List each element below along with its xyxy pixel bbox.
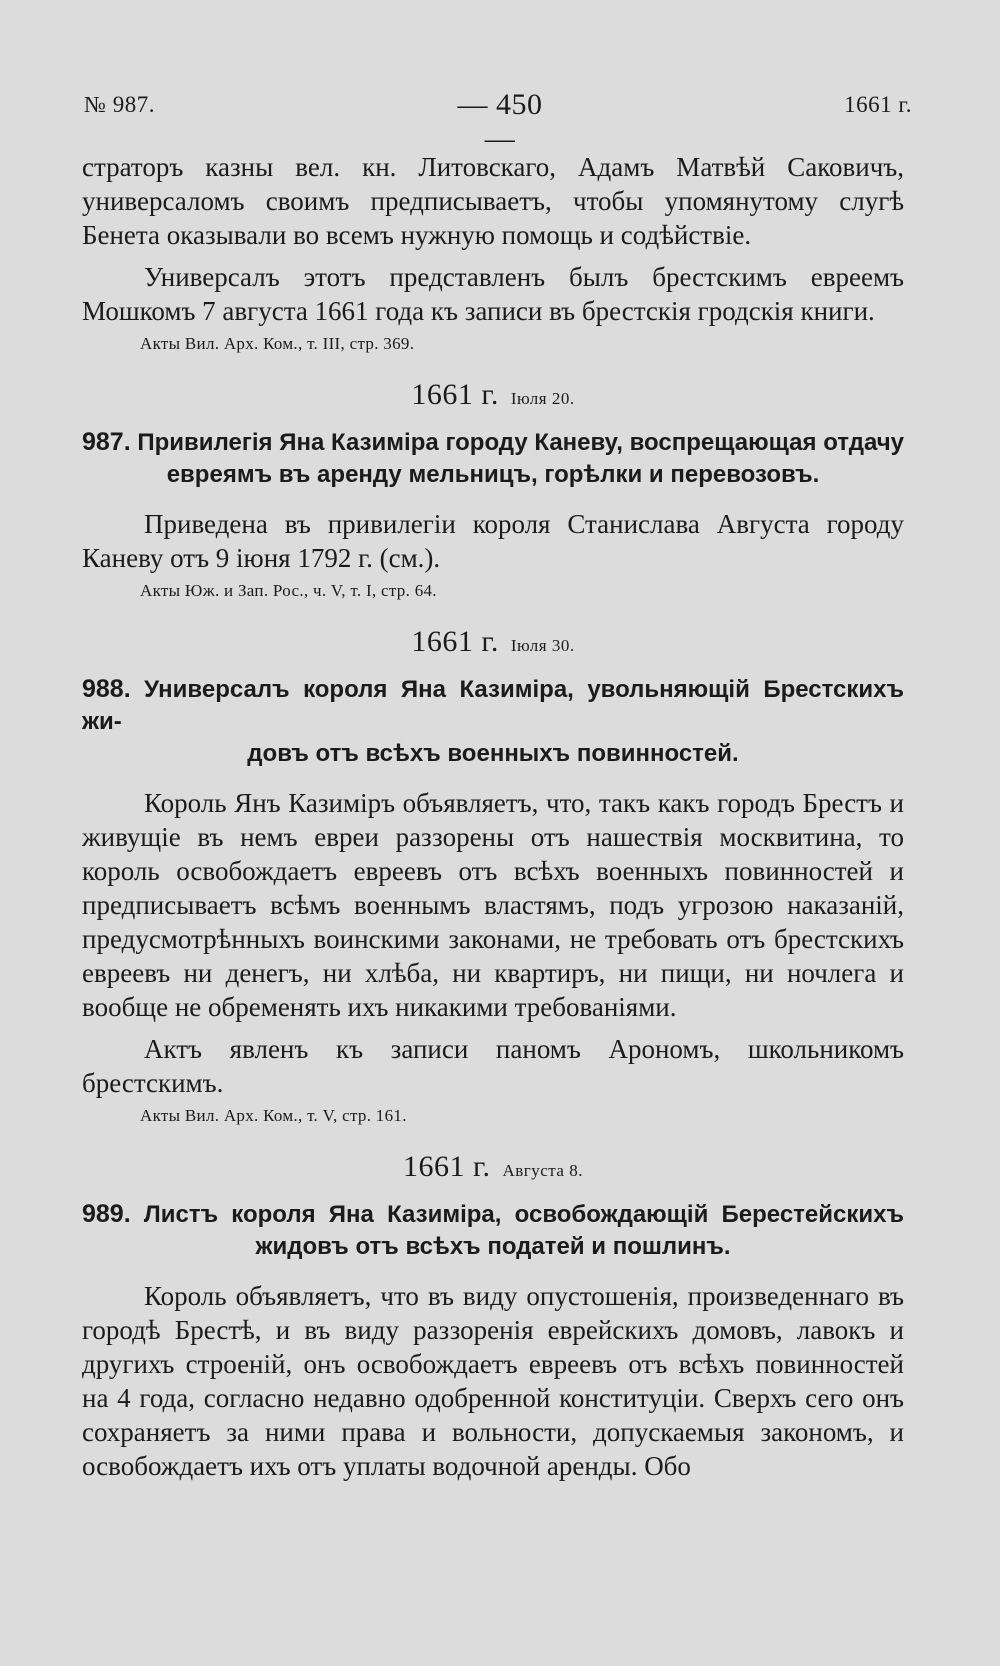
entry-date [82,378,904,412]
entry-year: 1661 г. [403,1150,491,1183]
entry-year: 1661 г. [411,625,499,658]
entry-date [82,1150,904,1184]
page-year: 1661 г. [844,92,912,117]
entry-987 [82,378,904,601]
entry-title [82,1198,904,1263]
entry-paragraph: Король объявляетъ, что въ виду опустошенія, произведеннаго въ городѣ Брестѣ, и въ виду раззоренія еврейскихъ домовъ, лавокъ и другихъ строеній, онъ освобождаетъ евреевъ отъ всѣхъ повинностей на 4 года, согласно недавно одобренной конституціи. Сверхъ сего онъ сохраняетъ за ними права и вольности, допускаемыя закономъ, и освобождаетъ ихъ отъ уплаты водочной аренды. Обо [82,1281,904,1481]
entry-title [82,673,904,770]
entry-month: Августа 8. [502,1161,583,1180]
entry-number: 989. [82,1200,131,1228]
page-number: — 450 — [457,88,543,155]
entry-title [82,426,904,491]
source-citation: Акты Вил. Арх. Ком., т. III, стр. 369. [140,334,415,353]
entry-title-line: евреямъ въ аренду мельницъ, горѣлки и перевозовъ. [166,461,820,488]
entry-988 [82,625,904,1126]
entry-number: 988. [82,675,131,703]
entry-year: 1661 г. [411,378,499,411]
intro-paragraph: страторъ казны вел. кн. Литовскаго, Адамъ Матвѣй Саковичъ, универсаломъ своимъ предписываетъ, чтобы упомянутому слугѣ Бенета оказывали во всемъ нужную помощь и содѣйствіе. [82,152,904,250]
entry-paragraph: Король Янъ Казиміръ объявляетъ, что, такъ какъ городъ Брестъ и живущіе въ немъ евреи раззорены отъ нашествія москвитина, то король освобождаетъ евреевъ отъ всѣхъ военныхъ повинностей и предписываетъ всѣмъ военнымъ властямъ, подъ угрозою наказаній, предусмотрѣнныхъ воинскими законами, не требовать отъ брестскихъ евреевъ ни денегъ, ни хлѣба, ни квартиръ, ни пищи, ни ночлега и вообще не обременять ихъ никакими требованіями. [82,788,904,1022]
entry-title-line: Привилегія Яна Казиміра городу Каневу, воспрещающая отдачу [137,429,904,456]
entry-date [82,625,904,659]
source-citation: Акты Юж. и Зап. Рос., ч. V, т. I, стр. 64. [140,581,437,600]
entry-number: 987. [82,428,131,456]
entry-title-line: Универсалъ короля Яна Казиміра, увольняющій Брестскихъ жи- [82,676,904,735]
intro-paragraph: Универсалъ этотъ представленъ былъ брестскимъ евреемъ Мошкомъ 7 августа 1661 года къ записи въ брестскія гродскія книги. [82,262,904,326]
entry-month: Іюля 30. [510,636,575,655]
page-content [82,150,904,1483]
entry-title-line: жидовъ отъ всѣхъ податей и пошлинъ. [255,1233,731,1260]
entry-989 [82,1150,904,1483]
entry-paragraph: Актъ явленъ къ записи паномъ Арономъ, школьникомъ брестскимъ. [82,1034,904,1098]
entry-month: Іюля 20. [510,389,575,408]
source-citation: Акты Вил. Арх. Ком., т. V, стр. 161. [140,1106,407,1125]
page-entry-number: № 987. [84,92,155,117]
entry-title-line: довъ отъ всѣхъ военныхъ повинностей. [247,740,739,767]
entry-title-line: Листъ короля Яна Казиміра, освобождающій Берестейскихъ [143,1201,904,1228]
entry-paragraph: Приведена въ привилегіи короля Станислава Августа городу Каневу отъ 9 іюня 1792 г. (см.). [82,509,904,573]
